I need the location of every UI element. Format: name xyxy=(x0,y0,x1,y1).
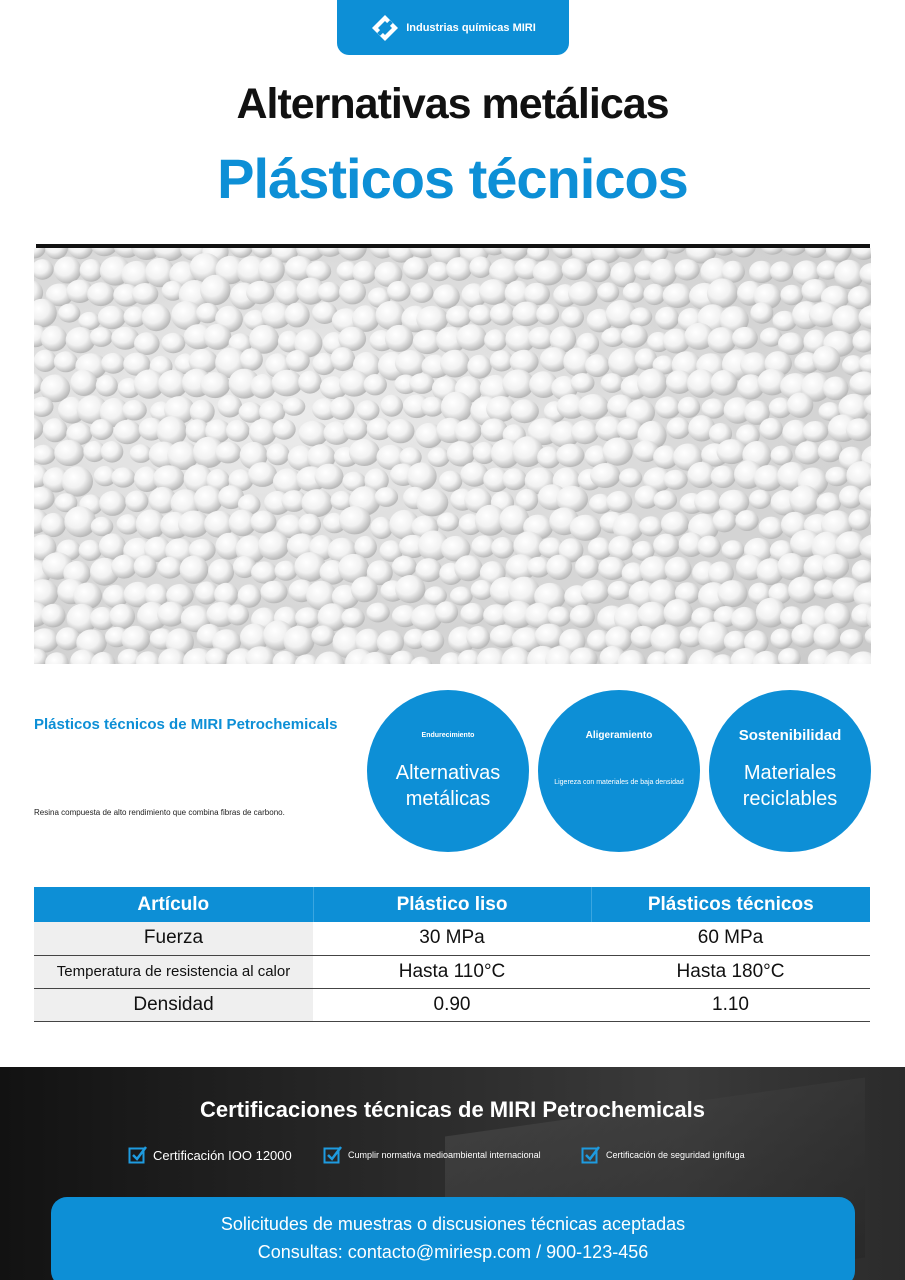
feature-body: Ligereza con materiales de baja densidad xyxy=(554,779,684,786)
pellet xyxy=(661,512,689,537)
pellet xyxy=(87,282,115,306)
pellet xyxy=(341,608,365,628)
pellet xyxy=(630,307,653,326)
pellet xyxy=(251,561,278,583)
pellet xyxy=(41,513,66,537)
pellet xyxy=(285,303,310,328)
pellet xyxy=(649,259,677,287)
pellet xyxy=(136,651,161,664)
pellet xyxy=(62,466,93,496)
column-header: Artículo xyxy=(34,887,313,922)
pellet xyxy=(675,259,700,280)
pellet xyxy=(717,439,747,464)
pellet xyxy=(349,439,380,466)
row-label: Densidad xyxy=(34,988,313,1021)
pellet xyxy=(437,512,459,531)
pellet xyxy=(56,627,80,650)
pellet xyxy=(109,604,135,629)
pellet xyxy=(331,347,356,371)
pellet xyxy=(351,577,378,603)
pellet xyxy=(194,486,223,514)
contact-details[interactable]: Consultas: contacto@miriesp.com / 900-123-456 xyxy=(257,1242,649,1262)
pellet xyxy=(750,302,773,323)
pellet xyxy=(101,353,125,374)
pellet xyxy=(834,260,864,289)
pellet xyxy=(795,441,821,464)
pellet xyxy=(249,419,277,446)
pellet xyxy=(707,278,738,307)
pellet xyxy=(570,605,595,628)
pellet xyxy=(34,248,46,259)
contact-invitation: Solicitudes de muestras o discusiones técnicas aceptadas xyxy=(220,1214,686,1234)
pellet xyxy=(590,463,620,488)
pellet xyxy=(80,259,103,282)
pellet xyxy=(777,553,805,580)
miri-logo-icon xyxy=(370,13,400,43)
pellet xyxy=(848,509,870,530)
pellet xyxy=(90,419,113,440)
feature-body: Alternativas metálicas xyxy=(395,762,501,810)
pellet xyxy=(665,557,692,582)
pellet xyxy=(286,350,310,372)
pellet xyxy=(70,370,97,396)
pellet xyxy=(722,540,745,559)
pellet xyxy=(623,283,645,303)
pellet xyxy=(816,492,841,513)
pellet xyxy=(41,326,67,352)
table-cell: Hasta 110°C xyxy=(313,955,591,988)
pellet xyxy=(598,557,626,580)
pellet xyxy=(204,324,232,350)
pellet xyxy=(34,417,43,440)
pellet xyxy=(759,517,784,539)
pellet xyxy=(58,304,80,323)
pellet xyxy=(731,607,758,631)
pellet xyxy=(301,489,332,517)
footer-title: Certificaciones técnicas de MIRI Petrochemicals xyxy=(200,1097,705,1122)
pellet xyxy=(250,511,276,534)
pellet xyxy=(608,581,631,600)
pellet xyxy=(200,372,230,398)
pellet xyxy=(41,604,66,628)
pellet xyxy=(260,581,287,604)
pellet xyxy=(339,506,371,534)
headline-subtitle: Plásticos técnicos xyxy=(217,147,688,210)
pellet xyxy=(366,603,389,623)
pellet xyxy=(781,248,807,256)
pellet xyxy=(433,284,460,308)
pellet xyxy=(157,557,182,579)
pellet xyxy=(787,393,813,418)
pellet xyxy=(272,370,303,397)
pellet xyxy=(664,470,688,490)
pellet xyxy=(311,625,335,646)
certification-label: Cumplir normativa medioambiental internacional xyxy=(348,1150,541,1160)
pellet xyxy=(318,282,341,302)
comparison-table xyxy=(34,887,870,1022)
pellet xyxy=(370,517,392,539)
pellet xyxy=(771,628,793,649)
pellet xyxy=(761,248,785,255)
certification-item xyxy=(128,1145,292,1165)
pellets-illustration xyxy=(34,248,871,664)
pellet xyxy=(446,257,472,281)
pellet xyxy=(275,561,298,581)
pellet xyxy=(789,485,819,515)
pellet xyxy=(79,540,102,561)
pellet xyxy=(570,515,602,541)
pellet xyxy=(608,348,640,377)
pellet xyxy=(655,307,679,330)
pellet xyxy=(113,420,141,444)
pellet xyxy=(735,510,758,531)
pellet xyxy=(571,420,599,444)
certification-item xyxy=(323,1145,541,1165)
pellet xyxy=(825,467,848,486)
pellet xyxy=(502,468,526,490)
brand-name: Industrias químicas MIRI xyxy=(406,21,536,34)
pellet xyxy=(364,374,387,395)
pellet xyxy=(420,630,444,652)
pellet xyxy=(708,327,737,353)
pellet xyxy=(395,575,425,603)
brand-header-tab xyxy=(337,0,569,55)
pellet xyxy=(240,348,263,371)
pellet xyxy=(597,282,619,302)
pellet xyxy=(99,491,126,516)
pellet xyxy=(96,375,118,397)
row-label: Temperatura de resistencia al calor xyxy=(34,955,313,988)
pellet xyxy=(130,444,152,463)
table-header-row xyxy=(34,887,870,922)
pellet xyxy=(484,329,507,351)
pellet xyxy=(548,606,572,626)
feature-body: Materiales reciclables xyxy=(742,762,838,810)
pellet xyxy=(295,607,320,628)
pellet xyxy=(619,468,642,487)
pellet xyxy=(387,419,415,443)
pellet xyxy=(258,531,289,560)
table-row xyxy=(34,922,870,955)
headline-title: Alternativas metálicas xyxy=(236,80,669,128)
pellet xyxy=(227,604,249,625)
pellet xyxy=(45,652,69,664)
pellet xyxy=(711,466,736,489)
pellet xyxy=(385,325,413,352)
pellet xyxy=(54,440,84,466)
pellet xyxy=(601,373,624,393)
pellet xyxy=(54,351,78,372)
pellet xyxy=(339,280,366,305)
column-header: Plástico liso xyxy=(313,887,591,922)
pellet xyxy=(134,555,157,578)
pellet xyxy=(852,330,871,352)
pellet xyxy=(491,537,514,559)
feature-circle-lightening xyxy=(538,690,700,852)
pellet xyxy=(479,279,509,305)
pellet xyxy=(34,259,54,280)
pellet xyxy=(870,507,871,535)
pellet xyxy=(536,304,559,325)
pellet xyxy=(439,471,462,492)
pellet xyxy=(54,257,81,284)
pellet xyxy=(813,624,841,650)
pellet xyxy=(64,506,96,537)
section-title: Plásticos técnicos de MIRI Petrochemicals xyxy=(34,716,338,733)
pellet xyxy=(637,369,667,399)
feature-heading: Endurecimiento xyxy=(421,732,475,739)
pellet xyxy=(711,370,738,396)
column-header: Plásticos técnicos xyxy=(591,887,870,922)
pellet xyxy=(153,465,184,491)
certification-item xyxy=(581,1145,745,1165)
pellet xyxy=(639,516,663,536)
plastic-pellets-photo xyxy=(34,248,871,664)
pellet xyxy=(157,602,185,627)
pellet xyxy=(788,577,817,604)
pellet xyxy=(134,332,160,355)
pellet xyxy=(238,584,262,607)
pellet xyxy=(208,559,234,585)
pellet xyxy=(552,248,575,259)
pellet xyxy=(713,510,737,533)
pellet xyxy=(450,587,473,606)
pellet xyxy=(791,624,816,648)
checkbox-check-icon xyxy=(128,1145,148,1165)
pellet xyxy=(266,443,289,465)
pellet xyxy=(407,462,437,490)
pellet xyxy=(410,282,433,303)
pellet xyxy=(34,350,57,372)
pellet xyxy=(621,325,648,348)
pellet xyxy=(803,421,829,442)
pellet xyxy=(121,626,150,652)
pellet xyxy=(90,327,113,347)
pellet xyxy=(490,303,515,325)
pellet xyxy=(759,418,782,440)
pellet xyxy=(283,397,305,415)
pellet xyxy=(546,555,572,580)
table-cell: 60 MPa xyxy=(591,922,870,955)
pellet xyxy=(731,248,755,257)
pellet xyxy=(663,283,693,308)
feature-heading: Aligeramiento xyxy=(585,730,653,741)
pellet xyxy=(273,419,296,440)
table-row xyxy=(34,955,870,988)
pellet xyxy=(575,555,599,579)
pellet xyxy=(678,397,701,418)
pellet xyxy=(446,306,472,328)
pellet xyxy=(510,399,539,423)
pellet xyxy=(581,580,609,604)
pellet xyxy=(338,248,367,261)
pellet xyxy=(226,420,250,442)
pellet xyxy=(654,490,678,510)
pellet xyxy=(440,350,470,378)
pellet xyxy=(587,260,611,283)
pellet xyxy=(246,281,274,304)
pellet xyxy=(664,599,693,627)
pellet xyxy=(818,440,843,462)
certification-label: Certificación de seguridad ignífuga xyxy=(606,1150,745,1160)
pellet xyxy=(778,648,801,664)
pellet xyxy=(770,261,793,282)
pellet xyxy=(585,354,610,377)
table-cell: 30 MPa xyxy=(313,922,591,955)
pellet xyxy=(562,258,587,280)
pellet xyxy=(180,556,209,584)
pellet xyxy=(441,392,472,423)
pellet xyxy=(456,324,486,351)
pellet xyxy=(469,256,492,278)
pellet xyxy=(91,517,114,536)
pellet xyxy=(258,257,285,284)
pellet xyxy=(248,462,277,487)
pellet xyxy=(421,397,444,417)
pellet xyxy=(298,371,322,394)
checkbox-check-icon xyxy=(581,1145,601,1165)
table-cell: 1.10 xyxy=(591,988,870,1021)
row-label: Fuerza xyxy=(34,922,313,955)
table-row xyxy=(34,988,870,1021)
pellet xyxy=(356,400,379,420)
pellet xyxy=(111,467,135,487)
pellet xyxy=(91,248,118,256)
pellet xyxy=(161,333,185,353)
pellet xyxy=(427,447,449,467)
pellet xyxy=(98,306,126,330)
pellet xyxy=(387,281,410,302)
pellet xyxy=(200,275,230,305)
pellet xyxy=(111,555,137,579)
pellet xyxy=(805,248,827,258)
pellet xyxy=(732,327,758,349)
pellet xyxy=(697,536,720,558)
feature-circle-sustainability xyxy=(709,690,871,852)
pellet xyxy=(533,260,564,285)
pellet xyxy=(603,438,633,466)
pellet xyxy=(460,603,485,625)
pellet xyxy=(718,580,748,607)
pellet xyxy=(848,286,871,309)
pellet xyxy=(653,534,679,558)
feature-heading: Sostenibilidad xyxy=(738,727,842,744)
checkbox-check-icon xyxy=(323,1145,343,1165)
pellet xyxy=(578,394,609,420)
pellet xyxy=(132,283,159,305)
pellet xyxy=(125,491,148,513)
pellet xyxy=(568,281,598,306)
pellet xyxy=(435,601,458,623)
pellet xyxy=(822,554,849,579)
pellet xyxy=(865,627,871,646)
pellet xyxy=(142,304,171,331)
pellet xyxy=(561,307,584,328)
pellet xyxy=(375,487,398,507)
pellet xyxy=(655,396,680,418)
pellet xyxy=(832,305,862,334)
section-description: Resina compuesta de alto rendimiento que combina fibras de carbono. xyxy=(34,808,285,817)
pellet xyxy=(101,441,124,463)
pellet xyxy=(43,418,68,442)
pellet xyxy=(571,373,595,393)
pellet xyxy=(380,395,403,417)
pellet xyxy=(606,491,632,513)
pellet xyxy=(466,626,490,649)
pellet xyxy=(409,373,434,394)
pellet xyxy=(643,284,665,305)
pellet xyxy=(298,514,321,536)
contact-box xyxy=(51,1197,855,1280)
pellet xyxy=(416,489,448,517)
pellet xyxy=(315,464,344,490)
pellet xyxy=(122,400,147,421)
pellet xyxy=(848,651,871,664)
pellet xyxy=(694,490,722,514)
pellet xyxy=(34,445,56,465)
pellet xyxy=(851,248,871,260)
table-cell: Hasta 180°C xyxy=(591,955,870,988)
pellet xyxy=(556,444,584,467)
pellet xyxy=(217,395,242,418)
pellet xyxy=(330,397,355,420)
certification-label: Certificación IOO 12000 xyxy=(153,1147,292,1163)
pellet xyxy=(454,419,481,443)
pellet xyxy=(667,417,691,439)
pellet xyxy=(395,350,427,376)
pellet xyxy=(780,285,803,306)
pellet xyxy=(343,418,368,441)
pellet xyxy=(812,346,840,373)
pellet xyxy=(215,442,241,464)
pellet xyxy=(467,355,491,379)
pellet xyxy=(454,555,482,581)
pellet xyxy=(392,556,417,577)
pellet xyxy=(403,257,428,280)
pellet xyxy=(469,305,493,326)
pellet xyxy=(840,629,863,649)
pellet xyxy=(601,328,624,347)
pellet xyxy=(749,490,771,509)
feature-circle-hardening xyxy=(367,690,529,852)
table-cell: 0.90 xyxy=(313,988,591,1021)
